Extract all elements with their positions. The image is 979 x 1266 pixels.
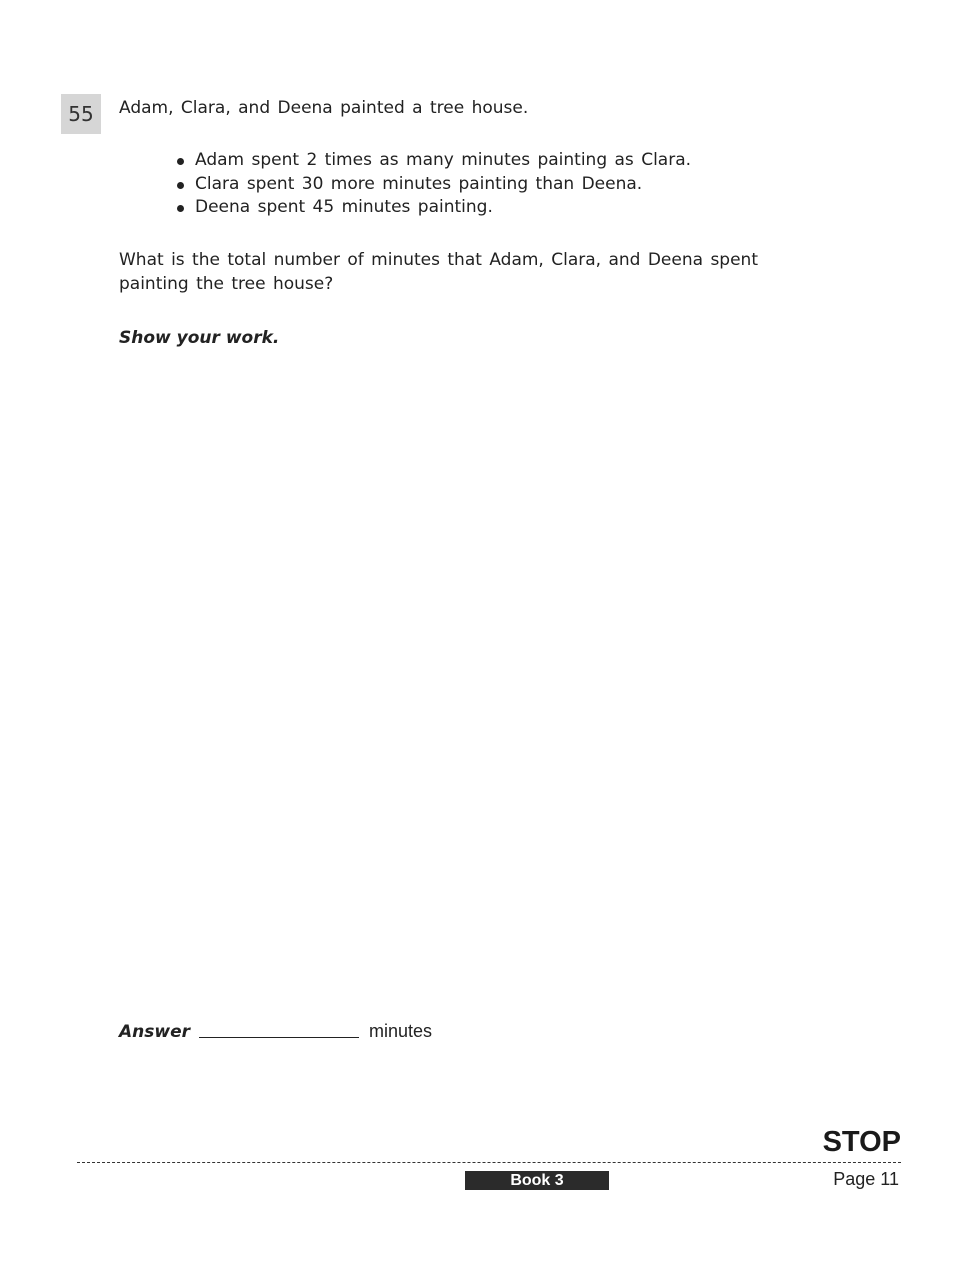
show-work-instruction: Show your work.	[119, 328, 280, 348]
fact-text: Deena spent 45 minutes painting.	[195, 197, 493, 217]
bullet-icon	[177, 205, 184, 212]
book-badge: Book 3	[465, 1171, 609, 1190]
answer-unit: minutes	[369, 1021, 433, 1041]
dashed-divider	[77, 1162, 901, 1163]
answer-row	[119, 1016, 432, 1042]
fact-list	[175, 149, 691, 220]
answer-blank[interactable]	[199, 1017, 359, 1038]
bullet-icon	[177, 182, 184, 189]
bullet-icon	[177, 158, 184, 165]
stop-label: STOP	[822, 1126, 901, 1158]
fact-text: Clara spent 30 more minutes painting than Deena.	[195, 173, 643, 194]
fact-item	[175, 173, 691, 197]
fact-item	[175, 196, 691, 220]
question-prompt: What is the total number of minutes that Adam, Clara, and Deena spent painting the tree house?	[119, 250, 758, 294]
answer-label: Answer	[119, 1022, 190, 1042]
fact-item	[175, 149, 691, 173]
question-stem: Adam, Clara, and Deena painted a tree house.	[119, 98, 529, 118]
fact-text: Adam spent 2 times as many minutes painting as Clara.	[195, 150, 692, 170]
question-number: 55	[61, 94, 101, 134]
page-number: Page 11	[833, 1169, 899, 1189]
